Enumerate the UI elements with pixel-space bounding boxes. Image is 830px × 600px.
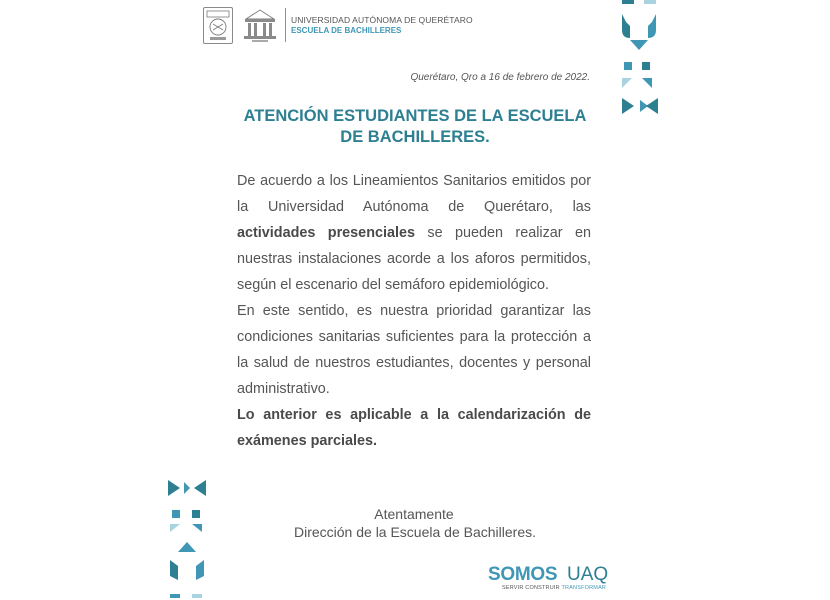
paragraph-1-start: De acuerdo a los Lineamientos Sanitarios emitidos por la Universidad Autónoma de Querétaro, las bbox=[237, 173, 591, 215]
somos-uaq-tagline bbox=[502, 585, 606, 591]
header-university-name: UNIVERSIDAD AUTÓNOMA DE QUERÉTARO bbox=[291, 15, 473, 25]
somos-uaq-logo-somos: SOMOS bbox=[488, 564, 558, 585]
tagline-start: SERVIR CONSTRUIR bbox=[502, 585, 562, 591]
paragraph-1-end: se pueden realizar en nuestras instalaciones acorde a los aforos permitidos, según el escenario del semáforo epidemiológico. bbox=[237, 225, 592, 293]
uaq-building-logo bbox=[240, 7, 280, 44]
university-seal bbox=[203, 7, 233, 44]
closing-signature: Dirección de la Escuela de Bachilleres. bbox=[293, 524, 536, 540]
paragraph-3 bbox=[237, 402, 591, 454]
paragraph-2: En este sentido, es nuestra prioridad garantizar las condiciones sanitarias suficientes para la protección a la salud de nuestros estudiantes, docentes y personal administrativo. bbox=[237, 303, 591, 397]
somos-uaq-logo-uaq: UAQ bbox=[567, 564, 609, 585]
decorative-pattern-top-right bbox=[618, 0, 662, 120]
date-line: Querétaro, Qro a 16 de febrero de 2022. bbox=[410, 72, 590, 83]
tagline-accent: TRANSFORMAR bbox=[561, 585, 607, 591]
decorative-pattern-bottom-left bbox=[166, 476, 210, 600]
header-school-name: ESCUELA DE BACHILLERES bbox=[291, 26, 402, 35]
closing-salutation: Atentamente bbox=[374, 506, 454, 522]
paragraph-3-bold: Lo anterior es aplicable a la calendarización de exámenes parciales. bbox=[237, 407, 591, 449]
notice-title-line-2: DE BACHILLERES. bbox=[340, 128, 490, 146]
notice-title-line-1: ATENCIÓN ESTUDIANTES DE LA ESCUELA bbox=[243, 107, 587, 125]
notice-title bbox=[225, 106, 605, 148]
paragraph-1 bbox=[237, 168, 591, 298]
header-divider bbox=[285, 8, 286, 42]
notice-body bbox=[237, 168, 591, 454]
paragraph-1-bold: actividades presenciales bbox=[237, 225, 415, 241]
